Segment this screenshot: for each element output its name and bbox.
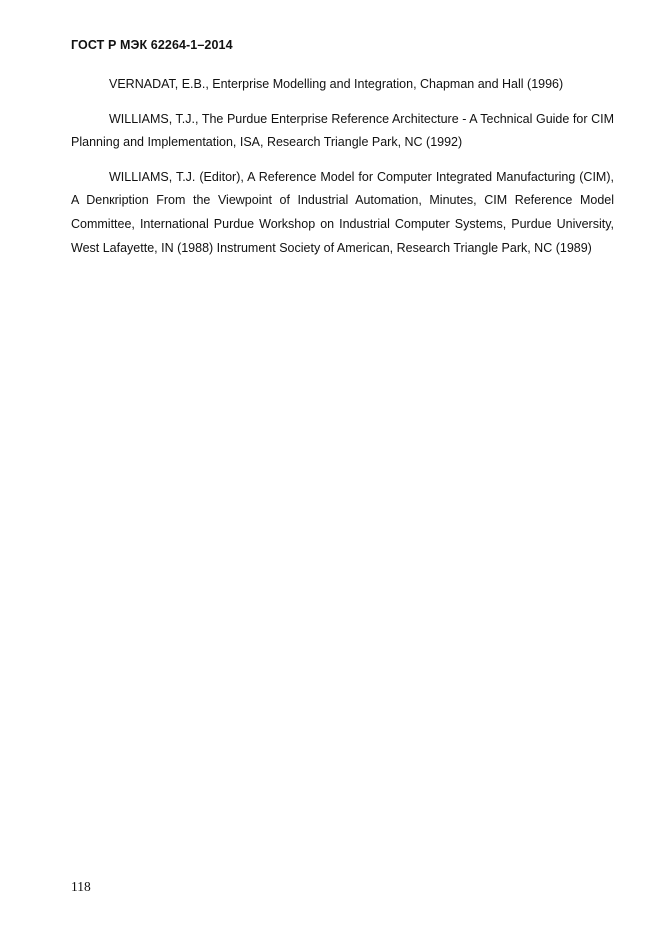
document-standard-header: ГОСТ Р МЭК 62264-1–2014 <box>71 38 233 52</box>
bibliography-entry-williams-1992: WILLIAMS, T.J., The Purdue Enterprise Reference Architecture - A Technical Guide for CIM Planning and Implementation, ISA, Research Triangle Park, NC (1992) <box>71 111 614 150</box>
bibliography-entry-vernadat: VERNADAT, E.B., Enterprise Modelling and Integration, Chapman and Hall (1996) <box>109 77 564 91</box>
page-number: 118 <box>71 879 91 894</box>
bibliography-list <box>71 73 614 271</box>
bibliography-entry-williams-1989: WILLIAMS, T.J. (Editor), A Reference Model for Computer Integrated Manufacturing (CIM), A Denкription From the Viewpoint of Industrial Automation, Minutes, CIM Reference Model Committee, International Purdue Workshop on Industrial Computer Systems, Purdue University, West Lafayette, IN (1988) Instrument Society of American, Research Triangle Park, NC (1989) <box>71 169 614 255</box>
